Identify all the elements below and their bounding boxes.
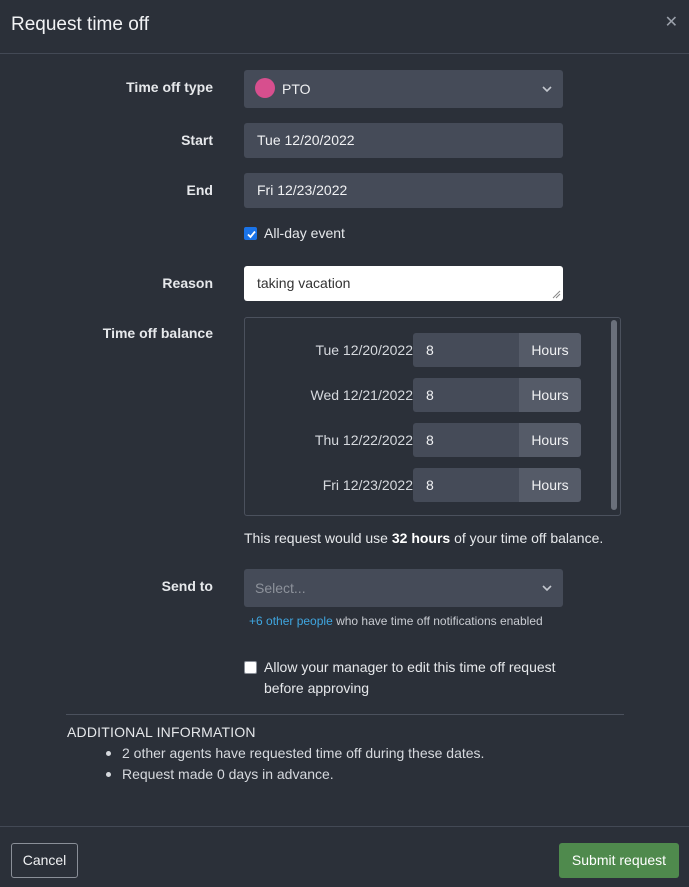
- balance-date: Fri 12/23/2022: [322, 477, 413, 493]
- list-item: Request made 0 days in advance.: [104, 764, 484, 785]
- cancel-button[interactable]: Cancel: [11, 843, 78, 878]
- hours-unit-label: Hours: [519, 423, 581, 457]
- section-divider: [66, 714, 624, 715]
- start-label: Start: [181, 132, 213, 148]
- hours-unit-label: Hours: [519, 378, 581, 412]
- chevron-down-icon: [542, 583, 552, 593]
- manager-edit-label: Allow your manager to edit this time off request before approving: [264, 659, 556, 696]
- send-to-placeholder: Select...: [255, 580, 306, 596]
- submit-request-button[interactable]: Submit request: [559, 843, 679, 878]
- dialog-title: Request time off: [11, 14, 150, 35]
- balance-summary: [244, 530, 603, 546]
- time-off-type-value: PTO: [282, 81, 311, 97]
- manager-edit-checkbox[interactable]: [244, 661, 257, 674]
- resize-grip-icon[interactable]: [552, 290, 561, 299]
- time-off-balance-label: Time off balance: [102, 325, 213, 341]
- send-to-label: Send to: [161, 578, 213, 594]
- balance-hours-input[interactable]: 8: [413, 333, 519, 367]
- balance-hours-input[interactable]: 8: [413, 468, 519, 502]
- reason-label: Reason: [162, 275, 213, 291]
- balance-scrollbar[interactable]: [611, 320, 617, 510]
- balance-row: [245, 333, 585, 367]
- check-icon: [246, 229, 257, 240]
- send-to-note-text: who have time off notifications enabled: [332, 614, 543, 628]
- close-icon[interactable]: ✕: [664, 14, 678, 31]
- balance-date: Wed 12/21/2022: [310, 387, 413, 403]
- dialog-header: [0, 0, 689, 54]
- summary-suffix: of your time off balance.: [450, 530, 604, 546]
- balance-date: Tue 12/20/2022: [315, 342, 413, 358]
- start-date-input[interactable]: Tue 12/20/2022: [244, 123, 563, 158]
- all-day-checkbox[interactable]: [244, 227, 257, 240]
- balance-row: [245, 423, 585, 457]
- hours-unit-label: Hours: [519, 333, 581, 367]
- additional-info-list: [104, 743, 484, 785]
- summary-prefix: This request would use: [244, 530, 392, 546]
- balance-date: Thu 12/22/2022: [314, 432, 413, 448]
- end-date-input[interactable]: Fri 12/23/2022: [244, 173, 563, 208]
- reason-value: taking vacation: [257, 275, 351, 291]
- balance-hours-input[interactable]: 8: [413, 423, 519, 457]
- balance-hours-input[interactable]: 8: [413, 378, 519, 412]
- chevron-down-icon: [542, 84, 552, 94]
- time-off-balance-panel: [244, 317, 621, 516]
- reason-textarea[interactable]: [244, 266, 563, 301]
- additional-info-title: ADDITIONAL INFORMATION: [67, 724, 256, 740]
- pto-color-dot: [255, 78, 275, 98]
- other-people-link[interactable]: +6 other people: [249, 614, 333, 628]
- end-label: End: [186, 182, 213, 198]
- dialog-footer: [0, 826, 689, 887]
- send-to-select[interactable]: [244, 569, 563, 607]
- hours-unit-label: Hours: [519, 468, 581, 502]
- balance-row: [245, 378, 585, 412]
- summary-hours: 32 hours: [391, 530, 451, 546]
- time-off-type-select[interactable]: [244, 70, 563, 108]
- balance-row: [245, 468, 585, 502]
- send-to-note: [249, 614, 543, 628]
- all-day-label: All-day event: [264, 225, 345, 241]
- list-item: 2 other agents have requested time off during these dates.: [104, 743, 484, 764]
- time-off-type-label: Time off type: [126, 79, 213, 95]
